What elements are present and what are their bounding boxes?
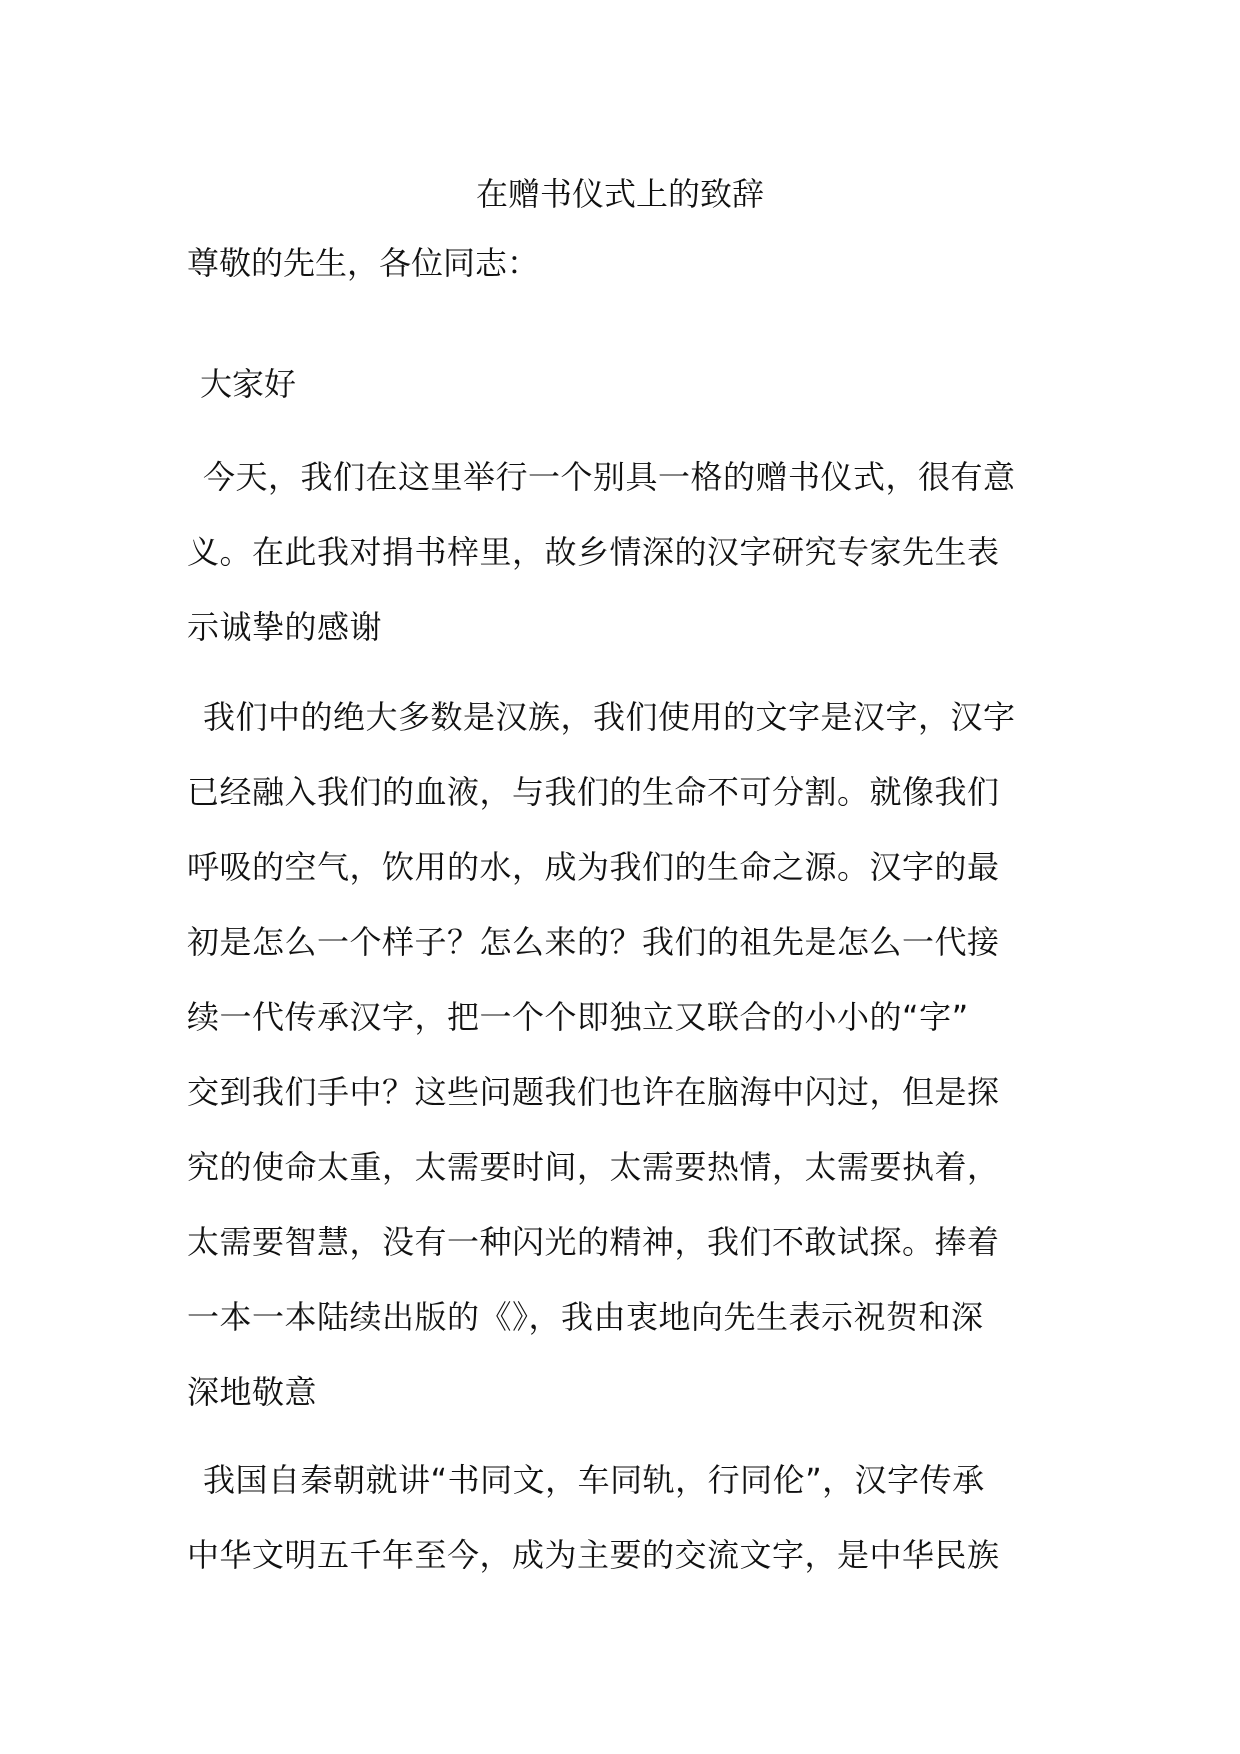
document-title: 在赠书仪式上的致辞 — [475, 175, 764, 213]
paragraph-line: 交到我们手中？这些问题我们也许在脑海中闪过，但是探 — [187, 1073, 1000, 1111]
greeting: 大家好 — [200, 365, 297, 403]
paragraph-gratitude — [187, 440, 1057, 665]
paragraph-line: 究的使命太重，太需要时间，太需要热情，太需要执着， — [187, 1148, 1000, 1186]
paragraph-line: 一本一本陆续出版的《》，我由衷地向先生表示祝贺和深 — [187, 1298, 984, 1336]
paragraph-line: 我们中的绝大多数是汉族，我们使用的文字是汉字，汉字 — [203, 698, 1016, 736]
paragraph-history — [187, 1443, 1057, 1593]
paragraph-line: 深地敬意 — [187, 1373, 318, 1411]
salutation: 尊敬的先生，各位同志： — [187, 244, 540, 282]
paragraph-line: 示诚挚的感谢 — [187, 608, 383, 646]
paragraph-line: 今天，我们在这里举行一个别具一格的赠书仪式，很有意 — [203, 458, 1016, 496]
paragraph-line: 义。在此我对捐书梓里，故乡情深的汉字研究专家先生表 — [187, 533, 1000, 571]
paragraph-line: 我国自秦朝就讲“书同文，车同轨，行同伦”，汉字传承 — [203, 1461, 985, 1499]
paragraph-line: 太需要智慧，没有一种闪光的精神，我们不敢试探。捧着 — [187, 1223, 1000, 1261]
paragraph-line: 初是怎么一个样子？怎么来的？我们的祖先是怎么一代接 — [187, 923, 1000, 961]
paragraph-chinese-characters — [187, 680, 1057, 1430]
paragraph-line: 中华文明五千年至今，成为主要的交流文字，是中华民族 — [187, 1536, 1000, 1574]
paragraph-line: 已经融入我们的血液，与我们的生命不可分割。就像我们 — [187, 773, 1000, 811]
paragraph-line: 续一代传承汉字，把一个个即独立又联合的小小的“字” — [187, 998, 969, 1036]
paragraph-line: 呼吸的空气，饮用的水，成为我们的生命之源。汉字的最 — [187, 848, 1000, 886]
